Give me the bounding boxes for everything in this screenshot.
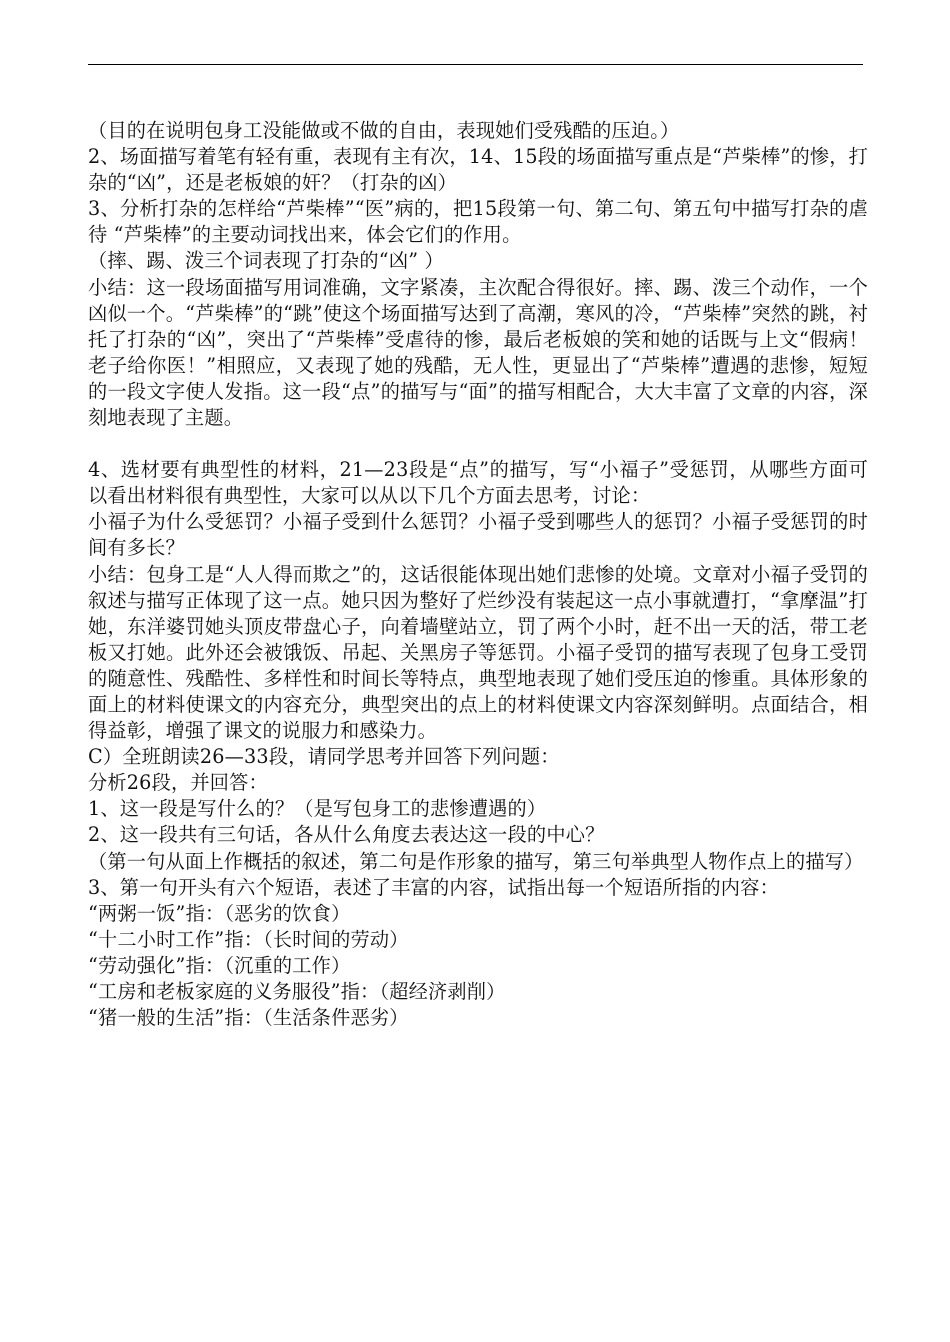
paragraph: （第一句从面上作概括的叙述，第二句是作形象的描写，第三句举典型人物作点上的描写） [88,849,864,873]
header-rule [88,64,863,65]
paragraph: “十二小时工作”指：（长时间的劳动） [88,927,409,951]
paragraph: 2、这一段共有三句话，各从什么角度去表达这一段的中心？ [88,823,605,847]
paragraph: 分析26段，并回答： [88,771,268,795]
paragraph: （目的在说明包身工没能做或不做的自由，表现她们受残酷的压迫。） [88,119,680,142]
blank-line [88,431,868,457]
paragraph: （摔、踢、泼三个词表现了打杂的“凶” ） [88,249,444,273]
document-body [88,118,868,1031]
paragraph: 3、分析打杂的怎样给“芦柴棒”“医”病的，把15段第一句、第二句、第五句中描写打杂的虐待 “芦柴棒”的主要动词找出来，体会它们的作用。 [88,197,868,247]
paragraph: 小结：包身工是“人人得而欺之”的，这话很能体现出她们悲惨的处境。文章对小福子受罚的叙述与描写正体现了这一点。她只因为整好了烂纱没有装起这一点小事就遭打，“拿摩温”打她，东洋婆罚她头顶皮带盘心子，向着墙壁站立，罚了两个小时，赶不出一天的活，带工老板又打她。此外还会被饿饭、吊起、关黑房子等惩罚。小福子受罚的描写表现了包身工受罚的随意性、残酷性、多样性和时间长等特点，典型地表现了她们受压迫的惨重。具体形象的面上的材料使课文的内容充分，典型突出的点上的材料使课文内容深刻鲜明。点面结合，相得益彰，增强了课文的说服力和感染力。 [88,562,868,743]
paragraph: 小福子为什么受惩罚？小福子受到什么惩罚？小福子受到哪些人的惩罚？小福子受惩罚的时间有多长？ [88,510,868,560]
paragraph: 4、选材要有典型性的材料，21—23段是“点”的描写，写“小福子”受惩罚，从哪些方面可以看出材料很有典型性，大家可以从以下几个方面去思考，讨论： [88,458,868,508]
paragraph: C）全班朗读26—33段，请同学思考并回答下列问题： [88,745,560,769]
paragraph: “猪一般的生活”指：（生活条件恶劣） [88,1006,409,1030]
paragraph: “两粥一饭”指：（恶劣的饮食） [88,901,351,925]
paragraph: 2、场面描写着笔有轻有重，表现有主有次，14、15段的场面描写重点是“芦柴棒”的惨，打杂的“凶”，还是老板娘的奸？（打杂的凶） [88,145,869,195]
paragraph: 小结：这一段场面描写用词准确，文字紧凑，主次配合得很好。摔、踢、泼三个动作，一个凶似一个。“芦柴棒”的“跳”使这个场面描写达到了高潮，寒风的冷，“芦柴棒”突然的跳，衬托了打杂的“凶”，突出了“芦柴棒”受虐待的惨，最后老板娘的笑和她的话既与上文“假病！老子给你医！”相照应，又表现了她的残酷，无人性，更显出了“芦柴棒”遭遇的悲惨，短短的一段文字使人发指。这一段“点”的描写与“面”的描写相配合，大大丰富了文章的内容，深刻地表现了主题。 [88,275,868,430]
paragraph: “劳动强化”指：（沉重的工作） [88,953,351,977]
paragraph: 3、第一句开头有六个短语，表述了丰富的内容，试指出每一个短语所指的内容： [88,875,779,899]
paragraph: “工房和老板家庭的义务服役”指：（超经济剥削） [88,980,506,1003]
paragraph: 1、这一段是写什么的？（是写包身工的悲惨遭遇的） [88,797,547,821]
